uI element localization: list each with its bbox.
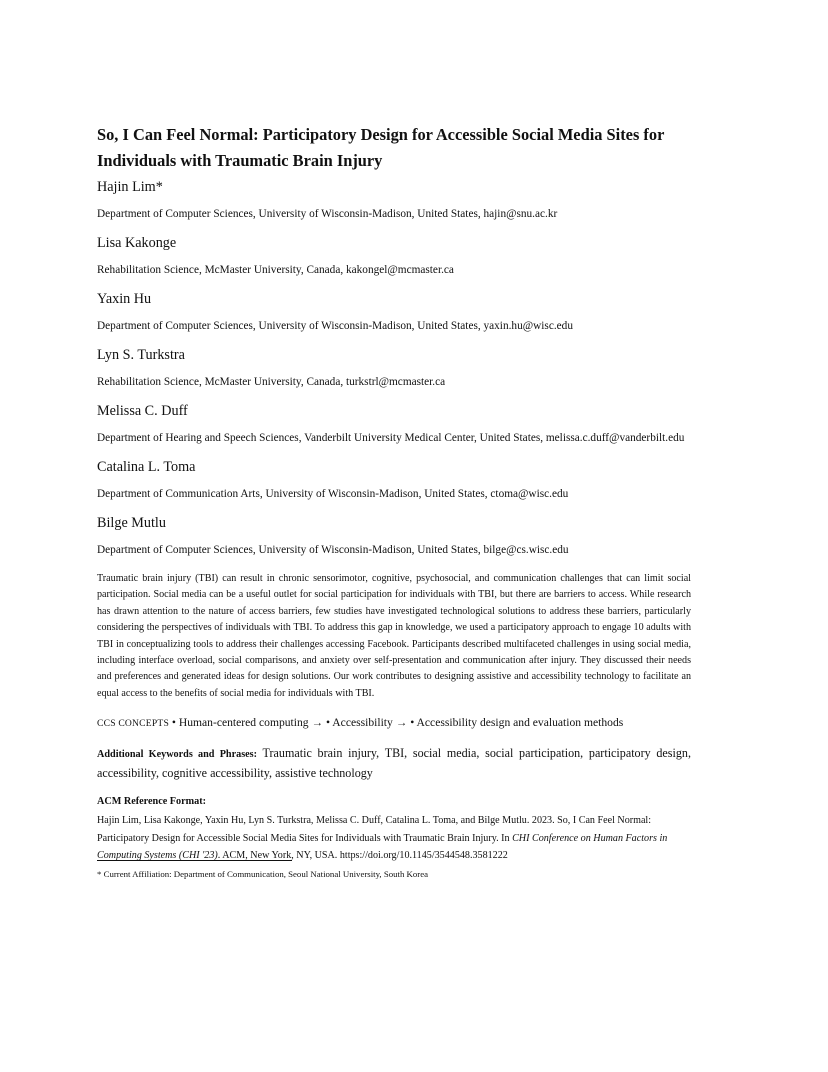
keywords	[97, 744, 691, 782]
paper-title: So, I Can Feel Normal: Participatory Design for Accessible Social Media Sites for Individuals with Traumatic Brain Injury	[97, 125, 665, 170]
abstract: Traumatic brain injury (TBI) can result in chronic sensorimotor, cognitive, psychosocial, and communication challenges that can limit social participation. Social media can be a useful outlet for social participation for individuals with TBI, but there are barriers to access. While research has drawn attention to the nature of access barriers, few studies have investigated technological solutions to address these barriers, particularly considering the perspectives of individuals with TBI. To address this gap in knowledge, we used a participatory approach to engage 10 adults with TBI in conceptualizing tools to address their challenges accessing Facebook. Participants described multifaceted challenges in using social media, including interface overload, social comparisons, and anxiety over self-presentation and communication after injury. They discussed their needs and preferences and generated ideas for design solutions. Our work contributes to designing assistive and accessibility technology to facilitate an equal access to the benefits of social media for individuals with TBI.	[97, 573, 691, 699]
acm-reference-doi[interactable]: . ACM, New York, NY, USA. https://doi.org/10.1145/3544548.3581222	[217, 850, 508, 862]
footnote-divider	[97, 860, 292, 861]
ccs-concepts-label: CCS CONCEPTS	[97, 718, 169, 730]
author-name: Lisa Kakonge	[97, 235, 177, 251]
acm-reference-venue: CHI Conference on Human Factors in Computing Systems (CHI '23)	[97, 832, 668, 862]
author-affiliation: Department of Computer Sciences, University of Wisconsin-Madison, United States, bilge@cs.wisc.edu	[97, 544, 569, 556]
author-affiliation: Department of Hearing and Speech Sciences, Vanderbilt University Medical Center, United States, melissa.c.duff@vanderbilt.edu	[97, 432, 685, 444]
acm-reference	[97, 812, 691, 865]
ccs-concepts	[97, 714, 691, 732]
author-name: Yaxin Hu	[97, 291, 152, 307]
ccs-concepts-text: • Human-centered computing → • Accessibility → • Accessibility design and evaluation methods	[171, 716, 624, 730]
author-name: Hajin Lim*	[97, 179, 163, 195]
author-name: Catalina L. Toma	[97, 459, 196, 475]
footnote: * Current Affiliation: Department of Communication, Seoul National University, South Korea	[97, 869, 429, 879]
author-affiliation: Department of Computer Sciences, University of Wisconsin-Madison, United States, yaxin.hu@wisc.edu	[97, 320, 573, 332]
author-name: Lyn S. Turkstra	[97, 347, 185, 363]
author-name: Melissa C. Duff	[97, 403, 188, 419]
acm-reference-label: ACM Reference Format:	[97, 796, 206, 808]
author-affiliation: Rehabilitation Science, McMaster University, Canada, kakongel@mcmaster.ca	[97, 264, 454, 276]
acm-reference-text: Hajin Lim, Lisa Kakonge, Yaxin Hu, Lyn S. Turkstra, Melissa C. Duff, Catalina L. Toma, and Bilge Mutlu. 2023. So, I Can Feel Normal: Participatory Design for Accessible Social Media Sites for Individuals with Traumatic Brain Injury. In	[97, 815, 652, 844]
keywords-text: Traumatic brain injury, TBI, social media, social participation, participatory design, accessibility, cognitive accessibility, assistive technology	[97, 746, 691, 781]
author-affiliation: Department of Communication Arts, University of Wisconsin-Madison, United States, ctoma@wisc.edu	[97, 488, 569, 500]
keywords-label: Additional Keywords and Phrases:	[97, 749, 258, 761]
author-affiliation: Rehabilitation Science, McMaster University, Canada, turkstrl@mcmaster.ca	[97, 376, 446, 388]
author-name: Bilge Mutlu	[97, 515, 166, 531]
author-affiliation: Department of Computer Sciences, University of Wisconsin-Madison, United States, hajin@snu.ac.kr	[97, 208, 558, 220]
paper-front-matter	[97, 122, 691, 865]
author-block	[97, 178, 691, 560]
